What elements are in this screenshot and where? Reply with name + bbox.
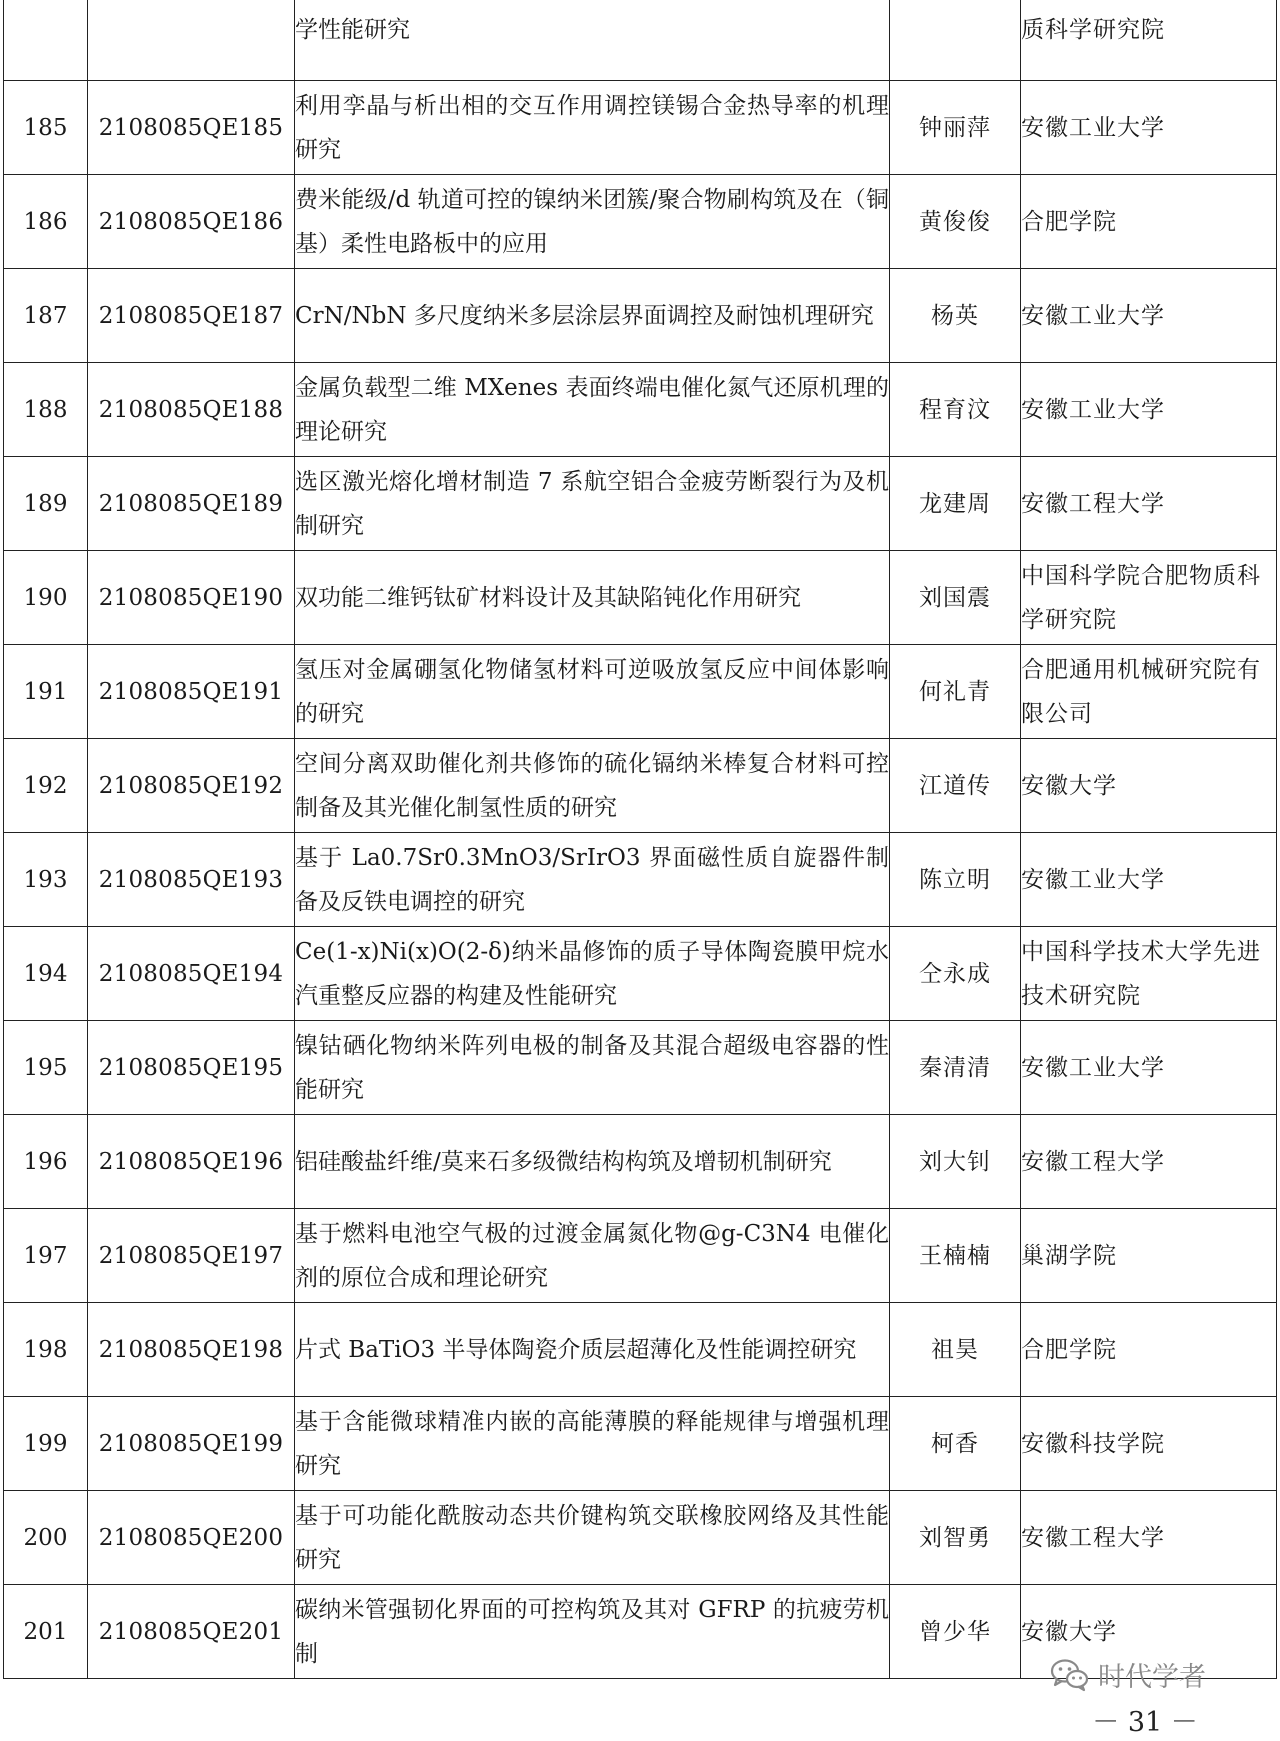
table-row bbox=[4, 1209, 1277, 1303]
cell-leader-name: 杨英 bbox=[890, 269, 1021, 363]
cell-project-title: Ce(1-x)Ni(x)O(2-δ)纳米晶修饰的质子导体陶瓷膜甲烷水汽重整反应器的构建及性能研究 bbox=[295, 927, 890, 1021]
cell-project-title: 氢压对金属硼氢化物储氢材料可逆吸放氢反应中间体影响的研究 bbox=[295, 645, 890, 739]
cell-organization: 安徽工程大学 bbox=[1021, 457, 1277, 551]
cell-number: 191 bbox=[4, 645, 88, 739]
cell-organization: 合肥学院 bbox=[1021, 175, 1277, 269]
cell-number: 201 bbox=[4, 1585, 88, 1679]
watermark-text: 时代学者 bbox=[1098, 1662, 1206, 1693]
cell-organization: 安徽工业大学 bbox=[1021, 269, 1277, 363]
cell-organization: 中国科学院合肥物质科学研究院 bbox=[1021, 551, 1277, 645]
cell-project-code: 2108085QE187 bbox=[88, 269, 295, 363]
cell-number bbox=[4, 0, 88, 81]
cell-leader-name: 黄俊俊 bbox=[890, 175, 1021, 269]
cell-project-code: 2108085QE197 bbox=[88, 1209, 295, 1303]
cell-leader-name: 曾少华 bbox=[890, 1585, 1021, 1679]
table-row bbox=[4, 1303, 1277, 1397]
cell-project-code: 2108085QE189 bbox=[88, 457, 295, 551]
cell-number: 199 bbox=[4, 1397, 88, 1491]
cell-project-code: 2108085QE192 bbox=[88, 739, 295, 833]
cell-organization: 安徽工业大学 bbox=[1021, 81, 1277, 175]
cell-number: 187 bbox=[4, 269, 88, 363]
cell-project-code: 2108085QE195 bbox=[88, 1021, 295, 1115]
cell-organization: 安徽科技学院 bbox=[1021, 1397, 1277, 1491]
cell-number: 194 bbox=[4, 927, 88, 1021]
table-row bbox=[4, 927, 1277, 1021]
cell-organization: 质科学研究院 bbox=[1021, 0, 1277, 81]
table-row bbox=[4, 1021, 1277, 1115]
cell-project-title: CrN/NbN 多尺度纳米多层涂层界面调控及耐蚀机理研究 bbox=[295, 269, 890, 363]
cell-project-code: 2108085QE199 bbox=[88, 1397, 295, 1491]
cell-number: 190 bbox=[4, 551, 88, 645]
cell-leader-name bbox=[890, 0, 1021, 81]
cell-leader-name: 仝永成 bbox=[890, 927, 1021, 1021]
cell-project-code bbox=[88, 0, 295, 81]
cell-number: 193 bbox=[4, 833, 88, 927]
cell-leader-name: 何礼青 bbox=[890, 645, 1021, 739]
table-row bbox=[4, 551, 1277, 645]
project-table-body bbox=[4, 0, 1277, 1679]
cell-project-code: 2108085QE190 bbox=[88, 551, 295, 645]
cell-organization: 安徽工程大学 bbox=[1021, 1115, 1277, 1209]
cell-number: 198 bbox=[4, 1303, 88, 1397]
cell-number: 188 bbox=[4, 363, 88, 457]
cell-project-title: 双功能二维钙钛矿材料设计及其缺陷钝化作用研究 bbox=[295, 551, 890, 645]
project-table bbox=[3, 0, 1277, 1679]
cell-project-title: 片式 BaTiO3 半导体陶瓷介质层超薄化及性能调控研究 bbox=[295, 1303, 890, 1397]
cell-organization: 合肥通用机械研究院有限公司 bbox=[1021, 645, 1277, 739]
table-row bbox=[4, 645, 1277, 739]
cell-project-code: 2108085QE185 bbox=[88, 81, 295, 175]
table-row bbox=[4, 739, 1277, 833]
cell-leader-name: 刘智勇 bbox=[890, 1491, 1021, 1585]
cell-project-title: 基于含能微球精准内嵌的高能薄膜的释能规律与增强机理研究 bbox=[295, 1397, 890, 1491]
table-row-continued bbox=[4, 0, 1277, 81]
cell-project-title: 基于可功能化酰胺动态共价键构筑交联橡胶网络及其性能研究 bbox=[295, 1491, 890, 1585]
table-row bbox=[4, 833, 1277, 927]
cell-project-title: 基于 La0.7Sr0.3MnO3/SrIrO3 界面磁性质自旋器件制备及反铁电调控的研究 bbox=[295, 833, 890, 927]
cell-organization: 安徽工业大学 bbox=[1021, 1021, 1277, 1115]
cell-project-title: 基于燃料电池空气极的过渡金属氮化物@g-C3N4 电催化剂的原位合成和理论研究 bbox=[295, 1209, 890, 1303]
table-row bbox=[4, 457, 1277, 551]
cell-project-code: 2108085QE201 bbox=[88, 1585, 295, 1679]
cell-project-title: 镍钴硒化物纳米阵列电极的制备及其混合超级电容器的性能研究 bbox=[295, 1021, 890, 1115]
cell-leader-name: 龙建周 bbox=[890, 457, 1021, 551]
cell-number: 185 bbox=[4, 81, 88, 175]
cell-project-title: 选区激光熔化增材制造 7 系航空铝合金疲劳断裂行为及机制研究 bbox=[295, 457, 890, 551]
cell-number: 192 bbox=[4, 739, 88, 833]
table-row bbox=[4, 1397, 1277, 1491]
cell-organization: 中国科学技术大学先进技术研究院 bbox=[1021, 927, 1277, 1021]
cell-leader-name: 柯香 bbox=[890, 1397, 1021, 1491]
wechat-icon bbox=[1050, 1658, 1090, 1692]
cell-organization: 安徽工业大学 bbox=[1021, 833, 1277, 927]
cell-project-title: 铝硅酸盐纤维/莫来石多级微结构构筑及增韧机制研究 bbox=[295, 1115, 890, 1209]
cell-organization: 安徽工程大学 bbox=[1021, 1491, 1277, 1585]
cell-leader-name: 钟丽萍 bbox=[890, 81, 1021, 175]
cell-leader-name: 秦清清 bbox=[890, 1021, 1021, 1115]
cell-project-code: 2108085QE200 bbox=[88, 1491, 295, 1585]
cell-project-code: 2108085QE188 bbox=[88, 363, 295, 457]
cell-project-title: 空间分离双助催化剂共修饰的硫化镉纳米棒复合材料可控制备及其光催化制氢性质的研究 bbox=[295, 739, 890, 833]
table-row bbox=[4, 1115, 1277, 1209]
cell-leader-name: 刘国震 bbox=[890, 551, 1021, 645]
cell-project-title: 利用孪晶与析出相的交互作用调控镁锡合金热导率的机理研究 bbox=[295, 81, 890, 175]
table-row bbox=[4, 269, 1277, 363]
cell-leader-name: 刘大钊 bbox=[890, 1115, 1021, 1209]
cell-leader-name: 江道传 bbox=[890, 739, 1021, 833]
cell-number: 196 bbox=[4, 1115, 88, 1209]
table-row bbox=[4, 363, 1277, 457]
cell-organization: 安徽工业大学 bbox=[1021, 363, 1277, 457]
cell-project-code: 2108085QE193 bbox=[88, 833, 295, 927]
cell-leader-name: 祖昊 bbox=[890, 1303, 1021, 1397]
cell-organization: 安徽大学 bbox=[1021, 739, 1277, 833]
cell-project-title: 学性能研究 bbox=[295, 0, 890, 81]
cell-number: 189 bbox=[4, 457, 88, 551]
cell-organization: 合肥学院 bbox=[1021, 1303, 1277, 1397]
cell-organization: 安徽大学 bbox=[1021, 1585, 1277, 1679]
table-row bbox=[4, 175, 1277, 269]
page-number: － 31 － bbox=[1092, 1707, 1198, 1738]
cell-project-title: 碳纳米管强韧化界面的可控构筑及其对 GFRP 的抗疲劳机制 bbox=[295, 1585, 890, 1679]
cell-leader-name: 程育汶 bbox=[890, 363, 1021, 457]
table-row bbox=[4, 1491, 1277, 1585]
cell-leader-name: 陈立明 bbox=[890, 833, 1021, 927]
cell-project-code: 2108085QE198 bbox=[88, 1303, 295, 1397]
cell-project-title: 金属负载型二维 MXenes 表面终端电催化氮气还原机理的理论研究 bbox=[295, 363, 890, 457]
cell-number: 197 bbox=[4, 1209, 88, 1303]
cell-leader-name: 王楠楠 bbox=[890, 1209, 1021, 1303]
cell-number: 195 bbox=[4, 1021, 88, 1115]
cell-project-code: 2108085QE194 bbox=[88, 927, 295, 1021]
table-row bbox=[4, 81, 1277, 175]
cell-organization: 巢湖学院 bbox=[1021, 1209, 1277, 1303]
cell-project-code: 2108085QE196 bbox=[88, 1115, 295, 1209]
watermark bbox=[1050, 1655, 1206, 1694]
cell-number: 186 bbox=[4, 175, 88, 269]
cell-project-code: 2108085QE186 bbox=[88, 175, 295, 269]
cell-project-title: 费米能级/d 轨道可控的镍纳米团簇/聚合物刷构筑及在（铜基）柔性电路板中的应用 bbox=[295, 175, 890, 269]
cell-project-code: 2108085QE191 bbox=[88, 645, 295, 739]
cell-number: 200 bbox=[4, 1491, 88, 1585]
